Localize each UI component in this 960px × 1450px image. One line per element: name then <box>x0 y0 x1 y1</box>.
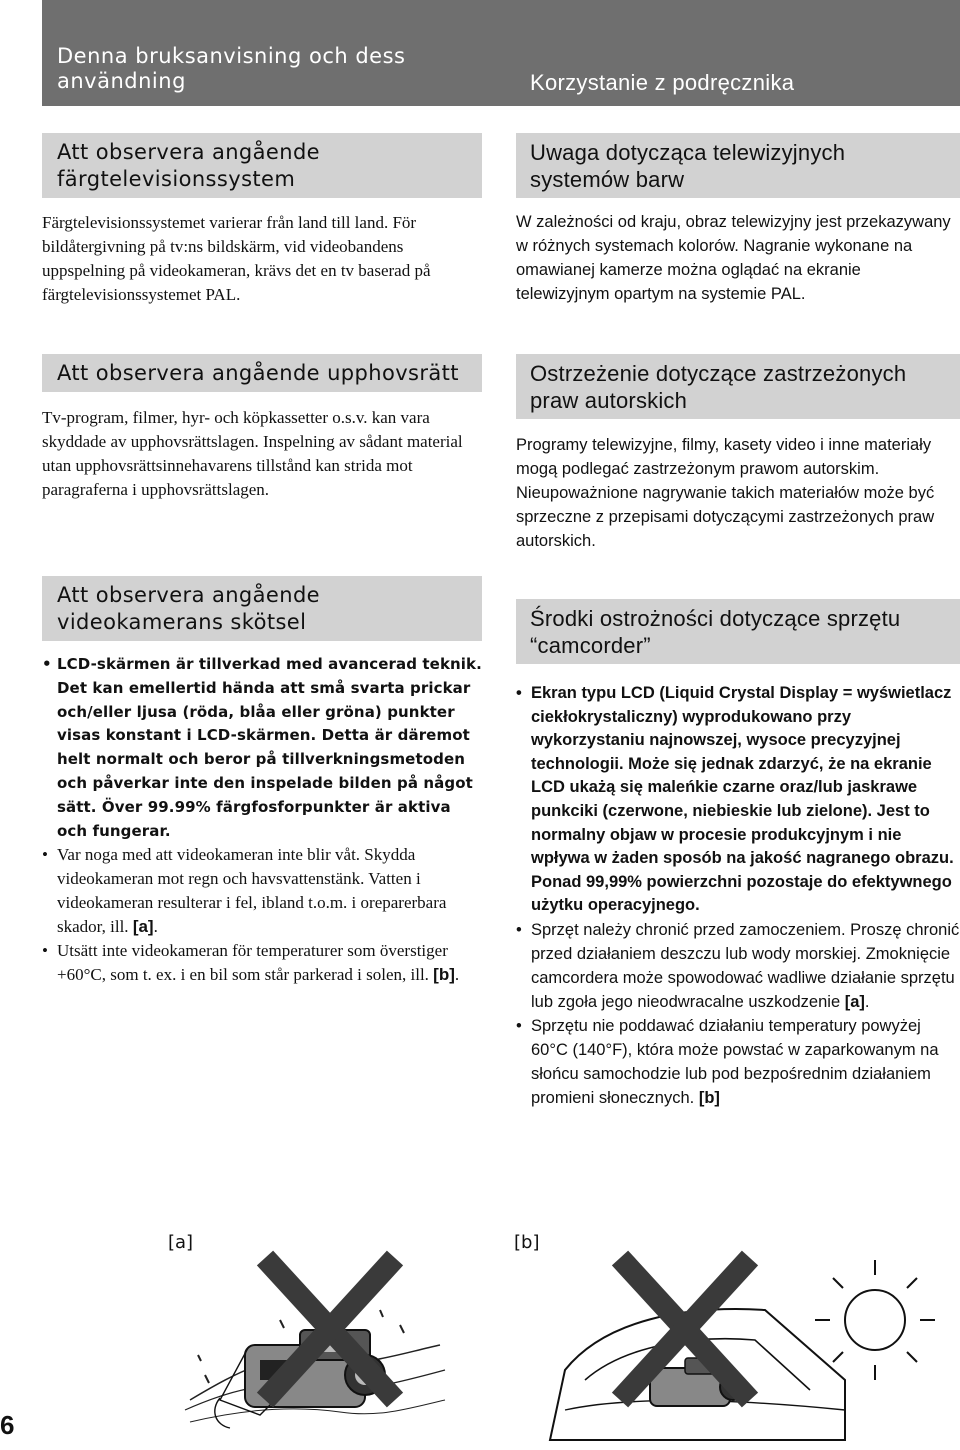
care-bullet-list <box>516 682 960 1110</box>
section-heading: Ostrzeżenie dotyczące zastrzeżonych praw autorskich <box>516 354 960 419</box>
section-copyright-pl <box>516 354 960 553</box>
list-item: • Sprzęt należy chronić przed zamoczeniem. Proszę chronić przed działaniem deszczu lub wody morskiej. Zmoknięcie camcordera może spowodować wadliwe działanie sprzętu lub zgoła jego nieodwracalne uszkodzenie [a]. <box>516 918 960 1014</box>
section-copyright-sv <box>42 354 482 502</box>
section-heading: Uwaga dotycząca telewizyjnych systemów barw <box>516 133 960 198</box>
header-bar <box>42 0 960 106</box>
section-camcorder-care-pl <box>516 599 960 1110</box>
figure-label-a: [a] <box>168 1232 194 1253</box>
figure-ref-b: [b] <box>698 1088 720 1107</box>
page-title-polish: Korzystanie z podręcznika <box>530 70 795 95</box>
section-camera-care-sv <box>42 576 482 987</box>
section-text: W zależności od kraju, obraz telewizyjny jest przekazywany w różnych systemach kolorów. Nagranie wykonane na omawianej kamerze można oglądać na ekranie telewizyjnym opartym na systemie PAL. <box>516 213 951 303</box>
page-number: 6 <box>0 1410 15 1440</box>
list-item: • LCD-skärmen är tillverkad med avancerad teknik. Det kan emellertid hända att små svarta prickar och/eller ljusa (röda, blåa eller gröna) punkter visas konstant i LCD-skärmen. Detta är däremot helt normalt och beror på tillverkningsmetoden och påverkar inte den inspelade bilden på något sätt. Över 99.99% färgfosforpunkter är aktiva och fungerar. <box>42 653 482 843</box>
section-heading: Att observera angående videokamerans skötsel <box>42 576 482 641</box>
hot-car-illustration <box>545 1250 955 1445</box>
section-color-tv-system-pl <box>516 133 960 306</box>
section-heading: Att observera angående upphovsrätt <box>42 354 482 392</box>
section-text: Färgtelevisionssystemet varierar från land till land. För bildåtergivning på tv:ns bildskärm, vid videobandens uppspelning på videokameran, krävs det en tv baserad på färgtelevisionssystemet PAL. <box>42 213 431 304</box>
care-bullet-list <box>42 653 482 987</box>
section-heading: Środki ostrożności dotyczące sprzętu “camcorder” <box>516 599 960 664</box>
figure-ref-b: [b] <box>433 965 455 985</box>
section-text: Tv-program, filmer, hyr- och köpkassetter o.s.v. kan vara skyddade av upphovsrättslagen. Inspelning av sådant material utan upphovsrättsinnehavarens tillstånd kan strida mot paragraferna i upphovsrättslagen. <box>42 408 463 499</box>
list-item: • Ekran typu LCD (Liquid Crystal Display = wyświetlacz ciekłokrystaliczny) wyprodukowano przy wykorzystaniu najnowszej, wysoce precyzyjnej technologii. Może się jednak zdarzyć, że na ekranie LCD ukażą się maleńkie czarne oraz/lub jaskrawe punkciki (czerwone, niebieskie lub zielone). Jest to normalny objaw w procesie produkcyjnym i nie wpływa w żaden sposób na jakość nagranego obrazu. Ponad 99,99% powierzchni pozostaje do efektywnego użytku operacyjnego. <box>516 682 960 918</box>
figure-label-b: [b] <box>514 1232 540 1253</box>
figure-ref-a: [a] <box>132 917 154 937</box>
list-item: • Utsätt inte videokameran för temperaturer som överstiger +60°C, som t. ex. i en bil som står parkerad i solen, ill. [b]. <box>42 939 482 987</box>
section-heading: Att observera angående färgtelevisionssystem <box>42 133 482 198</box>
page-title-swedish: Denna bruksanvisning och dess användning <box>57 44 406 93</box>
section-text: Programy telewizyjne, filmy, kasety video i inne materiały mogą podlegać zastrzeżonym prawom autorskim. <box>516 436 932 478</box>
sun-icon <box>815 1260 935 1380</box>
list-item: • Sprzętu nie poddawać działaniu temperatury powyżej 60°C (140°F), która może powstać w zaparkowanym na słońcu samochodzie lub pod bezpośrednim działaniem promieni słonecznych. [b] <box>516 1014 960 1110</box>
list-item: • Var noga med att videokameran inte blir våt. Skydda videokameran mot regn och havsvattenstänk. Vatten i videokameran resulterar i fel, ibland t.o.m. i oreparerbara skador, ill. [a]. <box>42 843 482 939</box>
figure-ref-a: [a] <box>844 992 865 1011</box>
section-color-tv-system-sv <box>42 133 482 307</box>
wet-camera-illustration <box>150 1250 450 1445</box>
section-text: Nieupoważnione nagrywanie takich materiałów może być sprzeczne z przepisami dotyczącymi zastrzeżonych praw autorskich. <box>516 484 935 550</box>
